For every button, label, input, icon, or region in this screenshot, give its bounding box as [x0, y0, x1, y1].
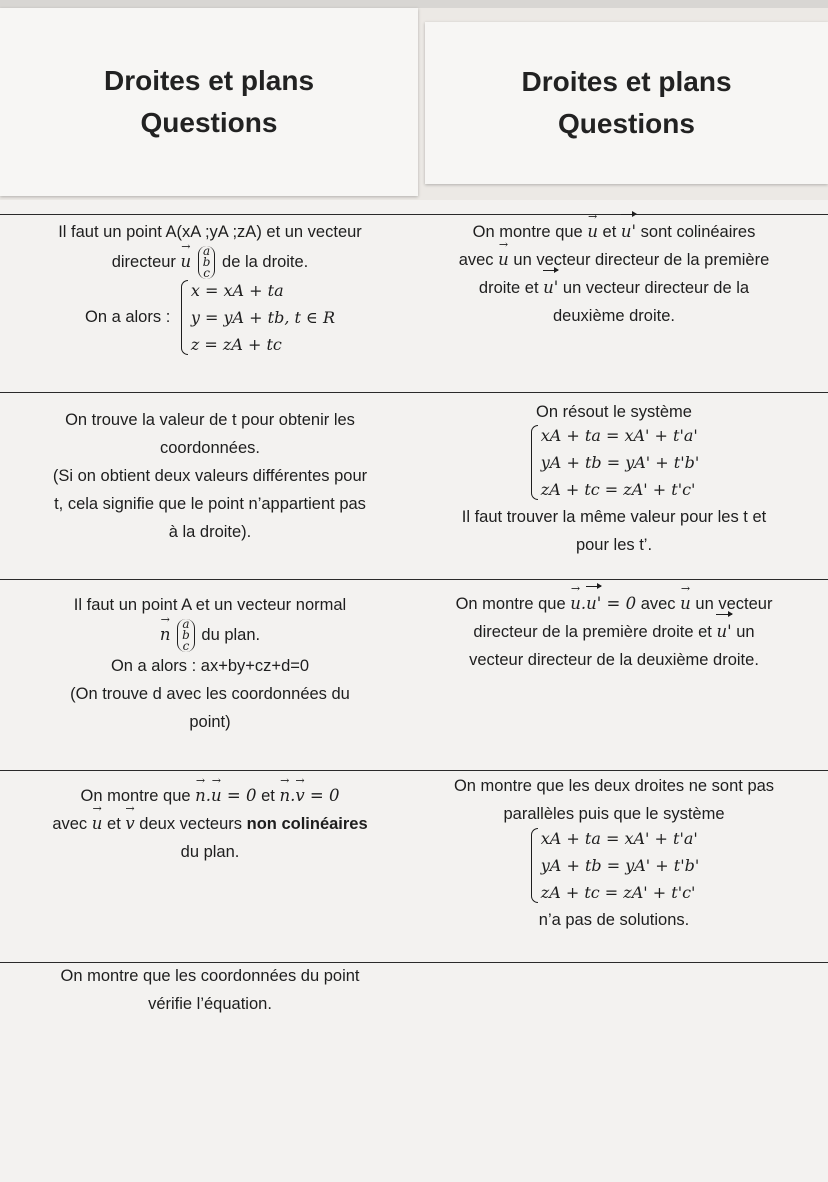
param-eq-x: x = xA + ta [190, 281, 284, 300]
r4l-line2 [14, 810, 406, 838]
r3l-line2 [14, 619, 406, 652]
dot-symbol: . [290, 786, 296, 805]
equals-zero: = 0 [601, 594, 637, 613]
vector-u-symbol: → u [211, 782, 222, 810]
r1l-directeur: directeur [111, 252, 176, 271]
vector-n-symbol: → n [195, 782, 206, 810]
r4l-non-colineaires: non colinéaires [246, 815, 368, 833]
intersect-eq-y: yA + tb = yA' + t'b' [540, 453, 700, 472]
title-left-line2: Questions [140, 107, 278, 138]
vector-n-symbol: → n [160, 621, 171, 649]
param-system [179, 277, 335, 358]
vector-u-symbol: → u [587, 218, 598, 246]
r3r-line2-a: directeur de la première droite et [473, 623, 712, 641]
r3l-line5: point) [189, 713, 231, 731]
vector-u-prime-symbol: u' [586, 590, 601, 618]
r4r-line3: n’a pas de solutions. [538, 911, 690, 929]
r1r-tail2: un vecteur directeur de la [562, 279, 750, 297]
r5l-line1: On montre que les coordonnées du point [60, 967, 360, 985]
title-right-line1: Droites et plans [521, 66, 732, 97]
dot-symbol: . [580, 594, 587, 613]
r1l-line1: Il faut un point A(xA ;yA ;zA) et un vecteur [58, 223, 362, 241]
r2l-line1: On trouve la valeur de t pour obtenir les [65, 411, 355, 429]
r1r-et: et [602, 223, 617, 241]
r1r-on-montre: On montre que [472, 223, 583, 241]
answer-non-coplanar-lines [414, 772, 814, 934]
param-eq-y: y = yA + tb, t ∈ R [190, 308, 335, 327]
answer-parallel-lines [414, 218, 814, 330]
r4r-line1: On montre que les deux droites ne sont pas [453, 777, 775, 795]
r4l-on-montre: On montre que [80, 787, 191, 805]
r1l-on-a-alors: On a alors : [84, 307, 171, 326]
vector-n-symbol: → n [279, 782, 290, 810]
title-card-right [425, 22, 828, 184]
r4r-system-line [414, 825, 814, 906]
r3l-du-plan: du plan. [201, 625, 261, 644]
r4l-line3: du plan. [180, 843, 240, 861]
r3r-line1 [414, 590, 814, 618]
r4l-et: et [107, 815, 121, 833]
intersect-eq-x: xA + ta = xA' + t'a' [540, 426, 698, 445]
r1r-line4: deuxième droite. [553, 307, 675, 325]
r3r-line2-b: un [736, 623, 755, 641]
coef-b: b [182, 628, 190, 642]
r2r-line1: On résout le système [536, 403, 692, 421]
vector-u-prime-symbol: u' [716, 618, 731, 646]
r4r-line2: parallèles puis que le système [503, 805, 725, 823]
r2l-line4: t, cela signifie que le point n’appartient pas [54, 495, 366, 513]
top-edge-strip [0, 0, 828, 8]
r1r-line1 [414, 218, 814, 246]
r3l-line4: (On trouve d avec les coordonnées du [70, 685, 350, 703]
row-divider-1 [0, 214, 828, 215]
r3l-line1: Il faut un point A et un vecteur normal [73, 596, 347, 614]
vector-u-prime-symbol: u' [621, 218, 636, 246]
vector-u-symbol: → u [680, 590, 691, 618]
r4l-avec: avec [52, 815, 88, 833]
answer-point-on-line [14, 406, 406, 546]
vector-u-symbol: → u [498, 246, 509, 274]
vector-u-symbol: → u [92, 810, 103, 838]
coef-c: c [203, 266, 210, 280]
row-divider-4 [0, 770, 828, 771]
r3r-line2 [414, 618, 814, 646]
r1r-tail1: un vecteur directeur de la première [513, 251, 770, 269]
r1l-de-la-droite: de la droite. [222, 252, 309, 271]
vector-v-symbol: → v [295, 782, 304, 810]
r4l-deux-vecteurs: deux vecteurs [139, 815, 243, 833]
r3r-tail1: un vecteur [695, 595, 773, 613]
noncop-eq-y: yA + tb = yA' + t'b' [540, 856, 700, 875]
dot-product-n-v [279, 786, 339, 805]
coef-a: a [182, 617, 190, 631]
answer-normal-vector [14, 782, 406, 866]
vector-v-symbol: → v [125, 810, 134, 838]
r2l-line5: à la droite). [168, 523, 252, 541]
coef-a: a [203, 244, 211, 258]
vector-u-symbol: → u [570, 590, 581, 618]
noncop-eq-z: zA + tc = zA' + t'c' [540, 883, 696, 902]
r2r-system-line [414, 422, 814, 503]
r2l-line2: coordonnées. [160, 439, 260, 457]
vector-abc-column [198, 246, 216, 279]
r1l-system-line [14, 277, 406, 358]
r3l-line3: On a alors : ax+by+cz+d=0 [110, 657, 310, 675]
dot-symbol: . [205, 786, 212, 805]
title-left-line1: Droites et plans [103, 65, 315, 96]
r2r-line2: Il faut trouver la même valeur pour les t et [461, 508, 767, 526]
r3r-on-montre: On montre que [455, 595, 566, 613]
r1r-line2 [414, 246, 814, 274]
r1r-droite-et: droite et [478, 279, 539, 297]
row-divider-2 [0, 392, 828, 393]
intersection-system [529, 422, 699, 503]
coef-b: b [202, 255, 211, 269]
r5l-line2: vérifie l’équation. [148, 995, 272, 1013]
title-card-left [0, 8, 418, 196]
answer-line-param-equations [14, 218, 406, 358]
answer-orthogonal-lines [414, 590, 814, 674]
r1r-line3 [414, 274, 814, 302]
vector-abc-column [177, 619, 195, 652]
coef-c: c [182, 639, 190, 653]
answer-point-in-plane [14, 962, 406, 1018]
r1r-sont-colineaires: sont colinéaires [640, 223, 756, 241]
dot-product-expression [570, 594, 636, 613]
title-right-line2: Questions [558, 108, 695, 139]
r1r-avec: avec [458, 251, 494, 269]
vector-u-symbol: → u [181, 248, 192, 276]
r3r-line3: vecteur directeur de la deuxième droite. [469, 651, 759, 669]
row-divider-3 [0, 579, 828, 580]
intersect-eq-z: zA + tc = zA' + t'c' [540, 480, 696, 499]
param-eq-z: z = zA + tc [190, 335, 282, 354]
r1l-line2 [14, 246, 406, 279]
noncop-eq-x: xA + ta = xA' + t'a' [540, 829, 698, 848]
equals-zero: = 0 [221, 786, 257, 805]
r4l-et: et [261, 787, 275, 805]
answer-plane-cartesian-equation [14, 591, 406, 736]
r4l-line1 [14, 782, 406, 810]
r2l-line3: (Si on obtient deux valeurs différentes pour [52, 467, 368, 485]
dot-product-n-u [195, 786, 256, 805]
r3r-avec: avec [640, 595, 676, 613]
answer-intersecting-lines [414, 398, 814, 559]
equals-zero: = 0 [304, 786, 340, 805]
non-coplanar-system [529, 825, 699, 906]
vector-u-prime-symbol: u' [543, 274, 558, 302]
r2r-line3: pour les t’. [575, 536, 653, 554]
